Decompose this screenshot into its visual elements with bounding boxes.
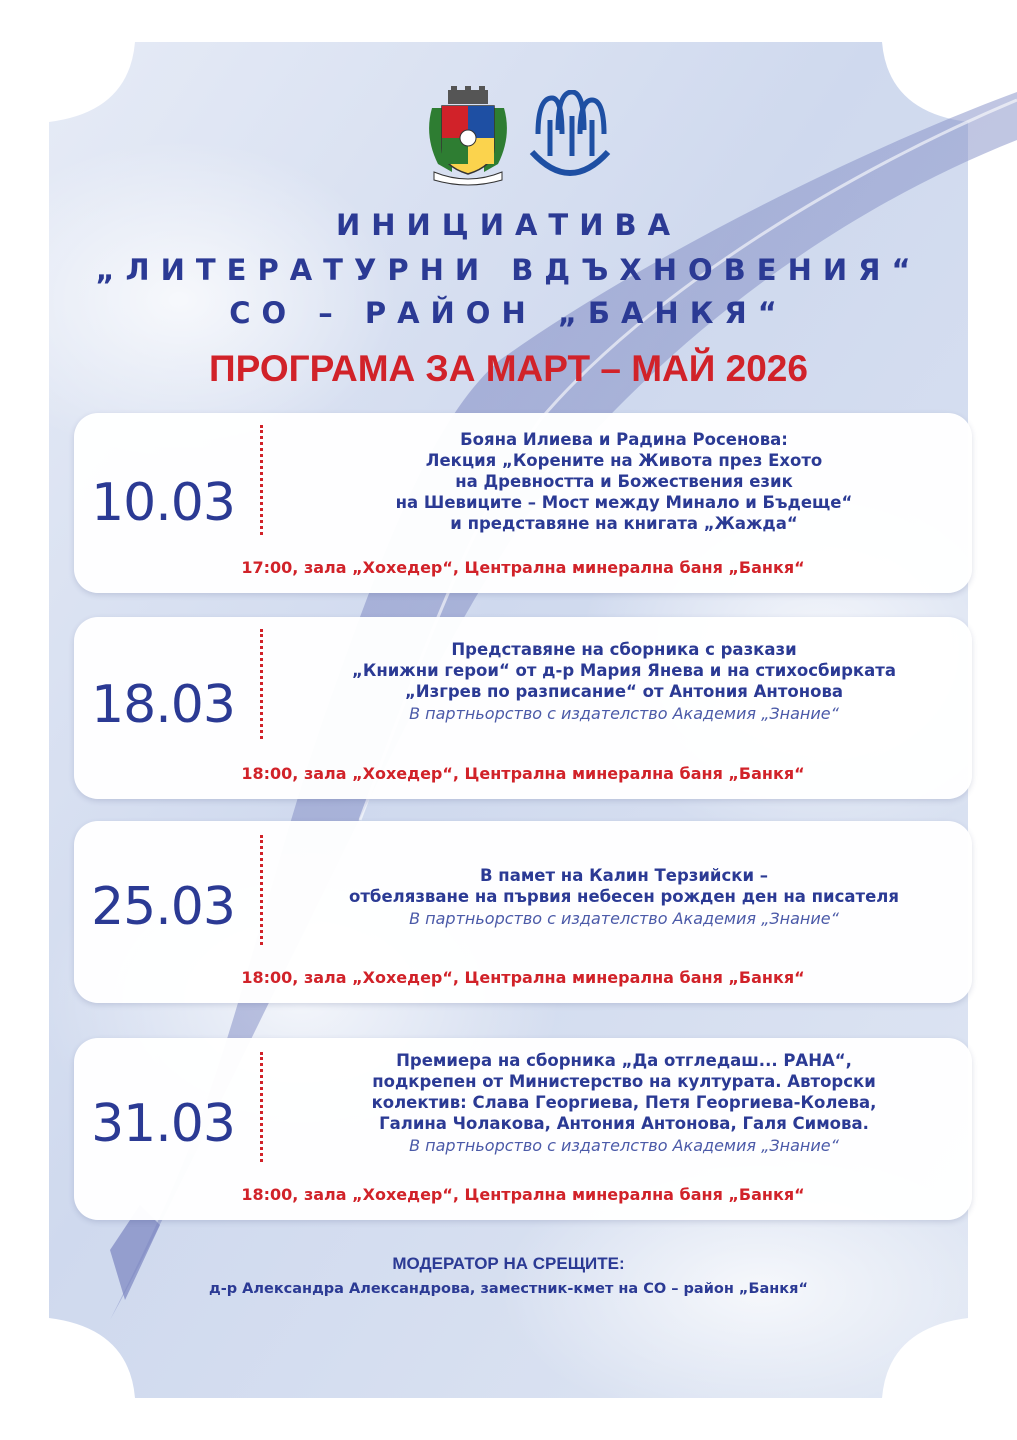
event-description-line: Премиера на сборника „Да отгледаш... РАНА“,: [396, 1051, 852, 1070]
moderator-title: МОДЕРАТОР НА СРЕЩИТЕ:: [392, 1254, 625, 1273]
event-description: [284, 429, 964, 534]
event-description-line: и представяне на книгата „Жажда“: [450, 514, 798, 533]
dotted-divider: [260, 835, 263, 945]
event-partner: В партньорство с издателство Академия „Знание“: [409, 909, 839, 928]
event-partner: В партньорство с издателство Академия „Знание“: [409, 1136, 839, 1155]
event-description-line: Лекция „Корените на Живота през Ехото: [425, 451, 823, 470]
event-description-line: подкрепен от Министерство на културата. Авторски: [372, 1072, 876, 1091]
event-description: [284, 639, 964, 724]
moderator-name: д-р Александра Александрова, заместник-кмет на СО – район „Банкя“: [209, 1281, 808, 1297]
event-description-line: „Изгрев по разписание“ от Антония Антонова: [404, 682, 844, 701]
event-card: [74, 617, 972, 799]
event-description-line: Представяне на сборника с разкази: [451, 640, 797, 659]
event-time-place: 18:00, зала „Хохедер“, Централна минерална баня „Банкя“: [241, 764, 805, 783]
headline-initiative: ИНИЦИАТИВА: [335, 208, 682, 242]
event-description-line: Галина Чолакова, Антония Антонова, Галя Симова.: [379, 1114, 869, 1133]
dotted-divider: [260, 425, 263, 535]
banya-district-logo-icon: [528, 90, 612, 186]
event-partner: В партньорство с издателство Академия „Знание“: [409, 704, 839, 723]
event-time-place: 18:00, зала „Хохедер“, Централна минерална баня „Банкя“: [241, 968, 805, 987]
program-title: ПРОГРАМА ЗА МАРТ – МАЙ 2026: [209, 348, 808, 389]
event-card: [74, 1038, 972, 1220]
dotted-divider: [260, 1052, 263, 1162]
dotted-divider: [260, 629, 263, 739]
sofia-crest-icon: [418, 86, 518, 186]
event-time-place: 17:00, зала „Хохедер“, Централна минерална баня „Банкя“: [241, 558, 805, 577]
event-card: [74, 821, 972, 1003]
event-card: [74, 413, 972, 593]
event-description: [284, 865, 964, 929]
event-description-line: отбелязване на първия небесен рожден ден на писателя: [349, 887, 899, 906]
event-date: 25.03: [91, 877, 235, 937]
event-description-line: колектив: Слава Георгиева, Петя Георгиева-Колева,: [371, 1093, 877, 1112]
event-description-line: „Книжни герои“ от д-р Мария Янева и на стихосбирката: [352, 661, 896, 680]
event-date: 31.03: [91, 1094, 235, 1154]
logos-row: [0, 86, 1017, 190]
event-description-line: на Шевиците – Мост между Минало и Бъдеще“: [395, 493, 853, 512]
headline-initiative-name: „ЛИТЕРАТУРНИ ВДЪХНОВЕНИЯ“: [95, 253, 922, 287]
event-description-line: на Древността и Божествения език: [455, 472, 793, 491]
event-date: 10.03: [91, 473, 235, 533]
event-description-line: Бояна Илиева и Радина Росенова:: [460, 430, 788, 449]
event-time-place: 18:00, зала „Хохедер“, Централна минерална баня „Банкя“: [241, 1185, 805, 1204]
event-description: [284, 1050, 964, 1156]
event-description-line: В памет на Калин Терзийски –: [479, 866, 769, 885]
event-date: 18.03: [91, 675, 235, 735]
headline-district: СО – РАЙОН „БАНКЯ“: [229, 296, 788, 330]
